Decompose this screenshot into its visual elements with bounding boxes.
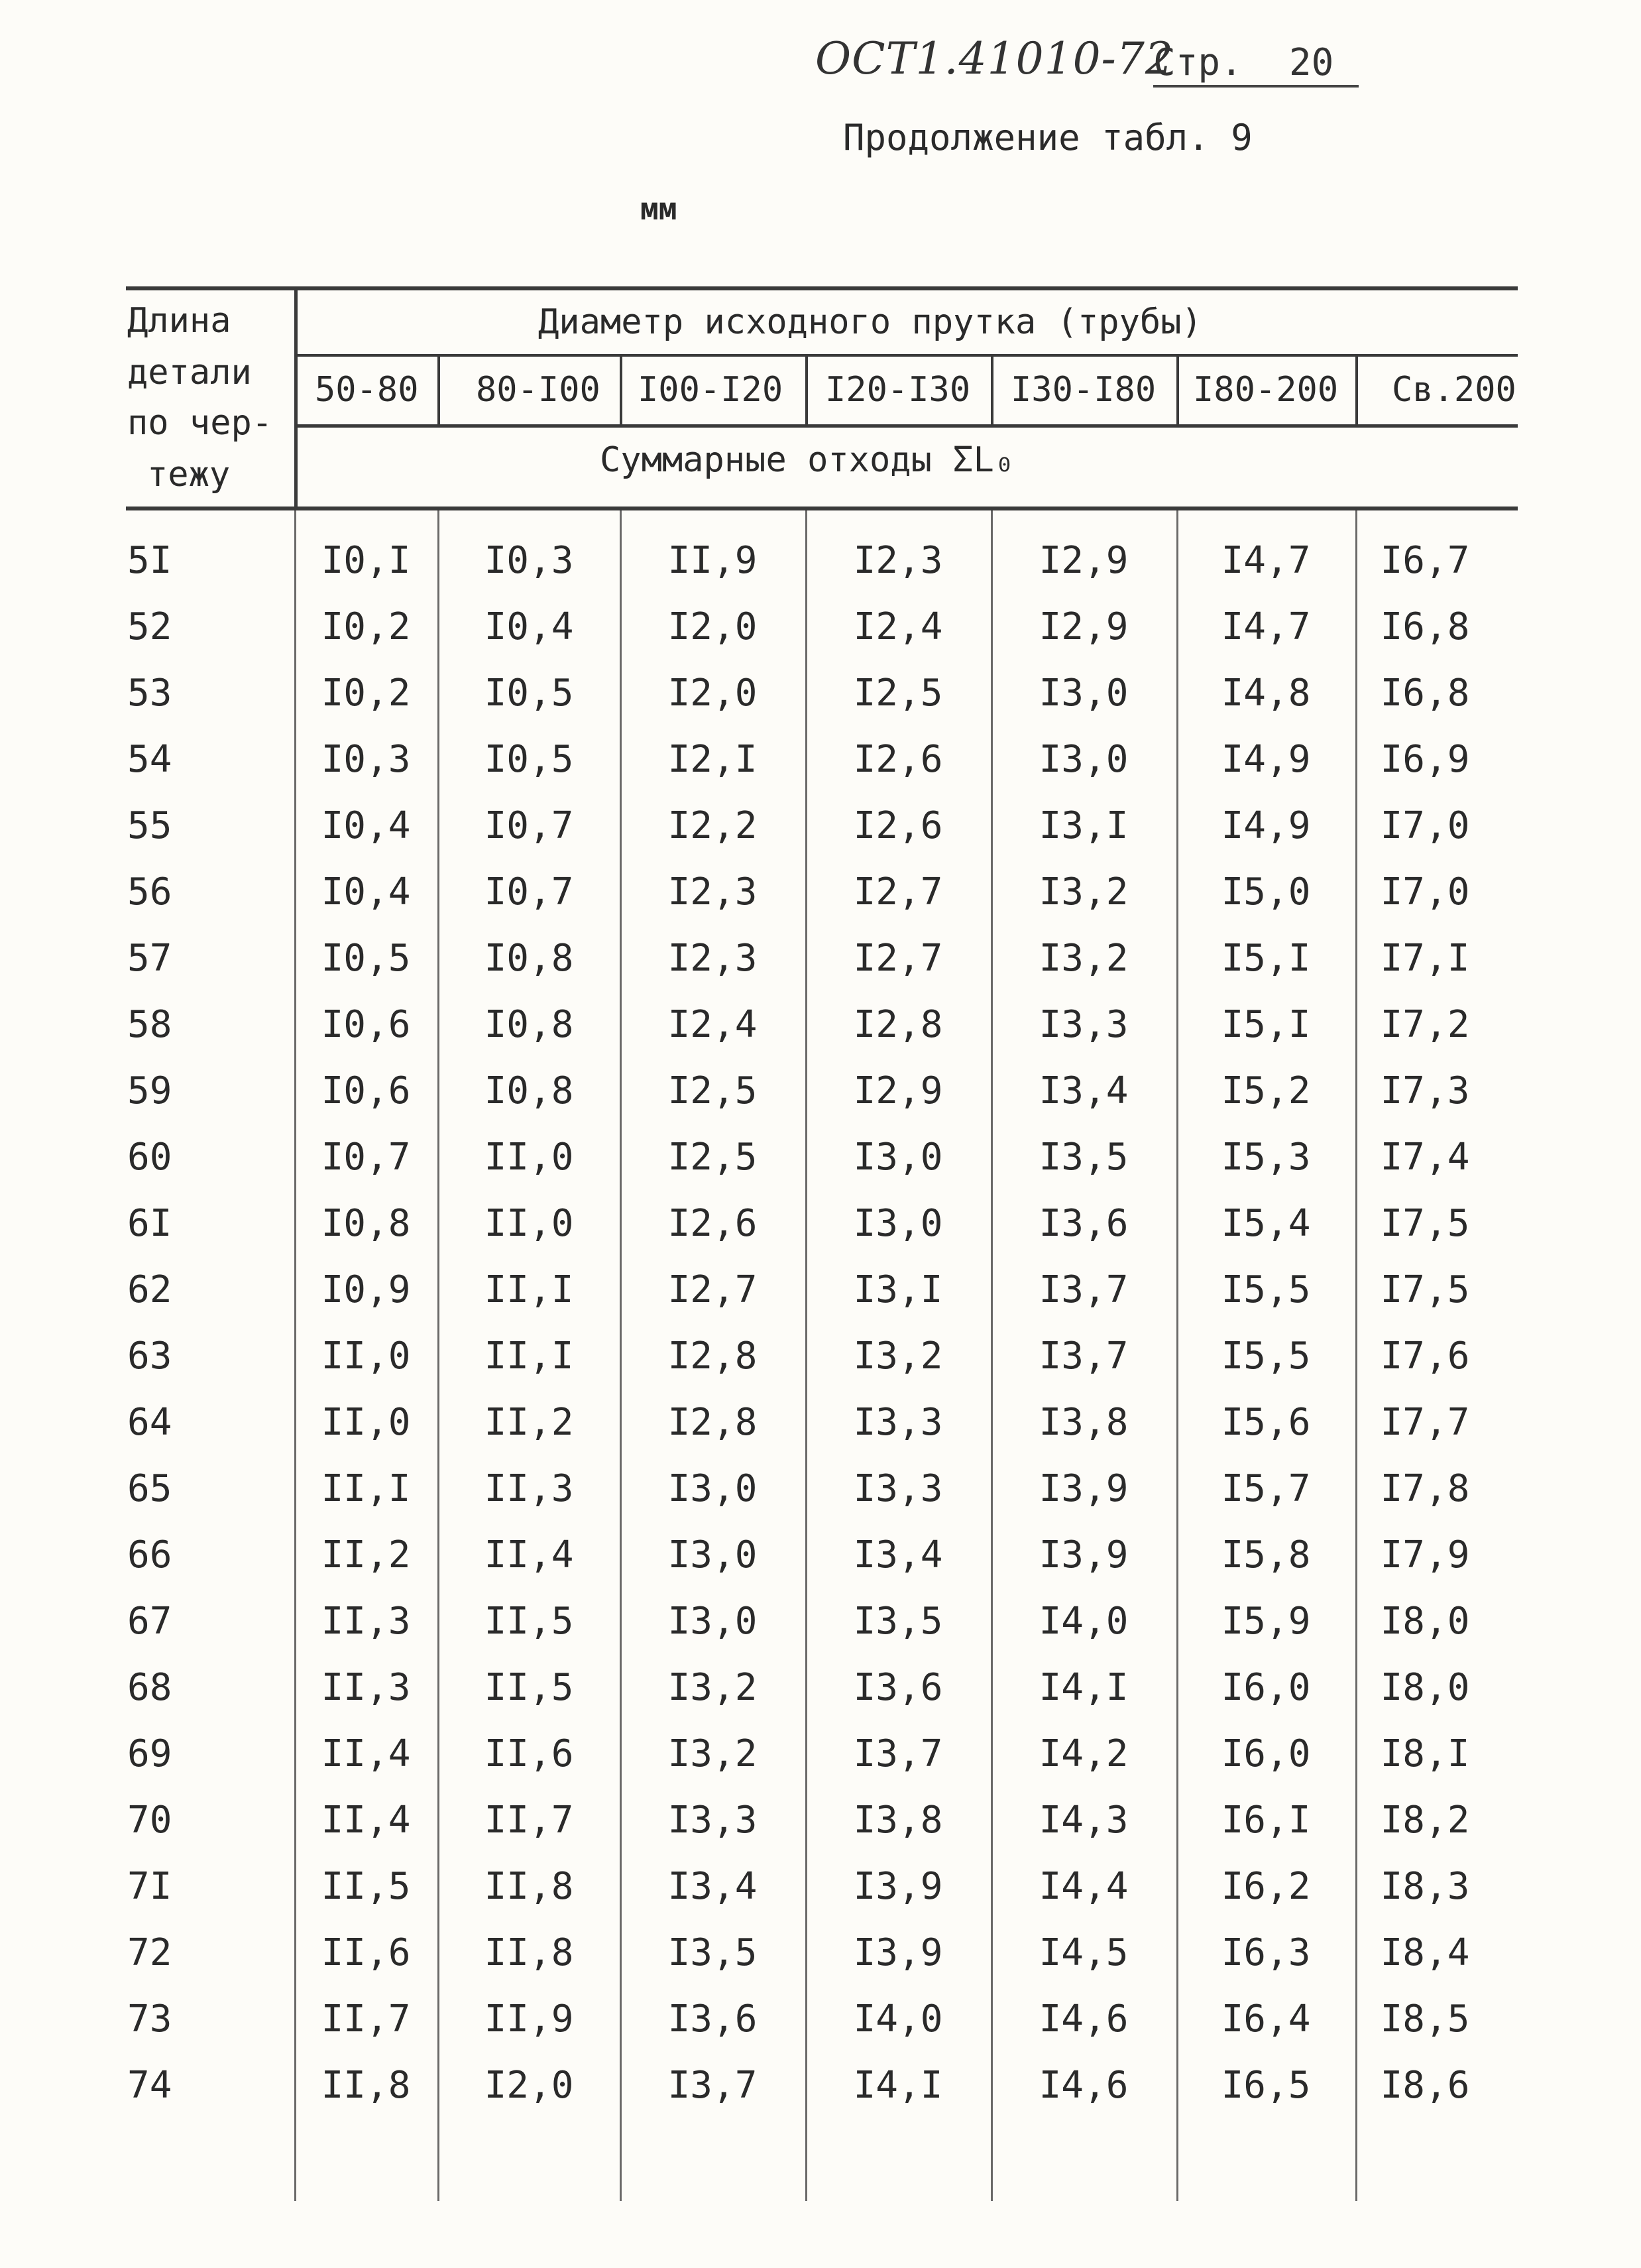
table-cell: I6,7	[1380, 539, 1470, 582]
table-cell: I6,8	[1380, 672, 1470, 715]
table-cell: I3,5	[667, 1931, 758, 1974]
table-cell: I7,I	[1380, 937, 1470, 980]
table-cell: I7,8	[1380, 1467, 1470, 1510]
table-cell: I8,0	[1380, 1600, 1470, 1643]
row-length: 68	[127, 1666, 172, 1709]
table-cell: I8,6	[1380, 2064, 1470, 2107]
length-header-line-3: по чер-	[127, 403, 273, 443]
table-cell: I2,8	[667, 1335, 758, 1378]
table-cell: I2,3	[853, 539, 943, 582]
table-cell: I3,0	[853, 1202, 943, 1245]
table-cell: I0,4	[321, 804, 411, 847]
table-cell: I4,4	[1039, 1865, 1129, 1908]
table-cell: I3,7	[667, 2064, 758, 2107]
page-label: Стр.	[1153, 41, 1243, 84]
col-divider-6	[1355, 357, 1358, 424]
table-cell: I2,2	[667, 804, 758, 847]
row-length: 55	[127, 804, 172, 847]
table-cell: I7,6	[1380, 1335, 1470, 1378]
row-length: 5I	[127, 539, 172, 582]
table-cell: I2,0	[484, 2064, 574, 2107]
table-cell: II,3	[484, 1467, 574, 1510]
table-cell: I4,7	[1221, 539, 1311, 582]
table-cell: II,4	[484, 1533, 574, 1577]
column-header-top-line	[298, 354, 1518, 357]
table-cell: I3,4	[853, 1533, 943, 1577]
table-continuation-title: Продолжение табл. 9	[843, 117, 1253, 158]
table-cell: I3,9	[853, 1865, 943, 1908]
table-cell: I2,6	[853, 804, 943, 847]
table-cell: I2,4	[853, 605, 943, 648]
row-length: 69	[127, 1732, 172, 1775]
table-cell: II,4	[321, 1799, 411, 1842]
table-cell: I5,5	[1221, 1268, 1311, 1311]
table-cell: I0,I	[321, 539, 411, 582]
table-cell: II,3	[321, 1600, 411, 1643]
table-cell: I0,8	[484, 937, 574, 980]
table-cell: I5,I	[1221, 937, 1311, 980]
table-cell: I5,2	[1221, 1069, 1311, 1112]
table-cell: I2,8	[853, 1003, 943, 1046]
table-cell: I5,I	[1221, 1003, 1311, 1046]
total-waste-header: Суммарные отходы ΣL₀	[600, 440, 1015, 480]
table-cell: I2,7	[853, 937, 943, 980]
table-cell: I6,8	[1380, 605, 1470, 648]
col-divider-5	[1176, 357, 1179, 424]
table-cell: I3,2	[853, 1335, 943, 1378]
table-cell: I7,4	[1380, 1136, 1470, 1179]
table-cell: II,0	[321, 1335, 411, 1378]
col-divider-1	[437, 357, 440, 424]
table-cell: I2,I	[667, 738, 758, 781]
table-cell: I0,7	[484, 804, 574, 847]
table-cell: I0,8	[484, 1069, 574, 1112]
row-length: 66	[127, 1533, 172, 1577]
table-cell: I2,9	[853, 1069, 943, 1112]
row-length: 59	[127, 1069, 172, 1112]
table-cell: II,7	[321, 1998, 411, 2041]
table-cell: I2,0	[667, 672, 758, 715]
table-cell: I6,3	[1221, 1931, 1311, 1974]
table-cell: I6,0	[1221, 1666, 1311, 1709]
table-cell: I0,8	[484, 1003, 574, 1046]
table-cell: I3,0	[1039, 738, 1129, 781]
table-cell: I4,0	[1039, 1600, 1129, 1643]
table-cell: I4,5	[1039, 1931, 1129, 1974]
row-length: 52	[127, 605, 172, 648]
table-cell: II,5	[321, 1865, 411, 1908]
col-header-50-80: 50-80	[315, 370, 419, 410]
table-cell: I4,I	[1039, 1666, 1129, 1709]
table-cell: II,0	[484, 1136, 574, 1179]
table-cell: I7,5	[1380, 1202, 1470, 1245]
table-cell: II,3	[321, 1666, 411, 1709]
table-cell: I8,2	[1380, 1799, 1470, 1842]
first-column-divider	[294, 290, 298, 509]
page-number: 20	[1288, 41, 1334, 84]
table-cell: I0,2	[321, 672, 411, 715]
table-cell: I4,2	[1039, 1732, 1129, 1775]
table-cell: I3,5	[853, 1600, 943, 1643]
row-length: 58	[127, 1003, 172, 1046]
header-bottom-line	[126, 507, 1518, 510]
table-cell: II,5	[484, 1600, 574, 1643]
row-length: 63	[127, 1335, 172, 1378]
table-cell: I5,8	[1221, 1533, 1311, 1577]
table-cell: I3,0	[1039, 672, 1129, 715]
table-cell: I3,3	[1039, 1003, 1129, 1046]
table-cell: I0,6	[321, 1069, 411, 1112]
row-length: 6I	[127, 1202, 172, 1245]
table-cell: I0,3	[321, 738, 411, 781]
row-length: 54	[127, 738, 172, 781]
table-cell: I4,6	[1039, 1998, 1129, 2041]
table-cell: I6,0	[1221, 1732, 1311, 1775]
table-cell: I3,9	[1039, 1467, 1129, 1510]
table-cell: I2,6	[667, 1202, 758, 1245]
table-cell: I3,4	[1039, 1069, 1129, 1112]
table-cell: I8,5	[1380, 1998, 1470, 2041]
table-cell: I3,0	[667, 1467, 758, 1510]
table-cell: I4,9	[1221, 738, 1311, 781]
table-cell: I5,0	[1221, 870, 1311, 914]
table-cell: I7,5	[1380, 1268, 1470, 1311]
table-cell: I6,5	[1221, 2064, 1311, 2107]
col-header-130-180: I30-I80	[1011, 370, 1157, 410]
table-cell: I4,8	[1221, 672, 1311, 715]
table-cell: II,8	[484, 1865, 574, 1908]
document-code: ОСТ1.41010-72	[815, 33, 1174, 84]
table-cell: I5,7	[1221, 1467, 1311, 1510]
row-length: 72	[127, 1931, 172, 1974]
table-cell: I2,7	[667, 1268, 758, 1311]
table-cell: I3,I	[1039, 804, 1129, 847]
table-cell: I0,9	[321, 1268, 411, 1311]
table-cell: I3,7	[1039, 1335, 1129, 1378]
table-cell: I0,2	[321, 605, 411, 648]
table-cell: II,I	[484, 1335, 574, 1378]
table-cell: I3,3	[667, 1799, 758, 1842]
table-cell: II,8	[484, 1931, 574, 1974]
table-cell: I2,4	[667, 1003, 758, 1046]
col-divider-4	[991, 357, 993, 424]
table-cell: I7,3	[1380, 1069, 1470, 1112]
table-cell: I3,6	[853, 1666, 943, 1709]
table-cell: II,0	[321, 1401, 411, 1444]
table-cell: I4,6	[1039, 2064, 1129, 2107]
table-cell: I4,0	[853, 1998, 943, 2041]
table-cell: I0,5	[484, 738, 574, 781]
table-cell: I7,0	[1380, 804, 1470, 847]
table-cell: I3,2	[1039, 937, 1129, 980]
table-cell: I0,3	[484, 539, 574, 582]
table-cell: I2,5	[667, 1136, 758, 1179]
row-length: 60	[127, 1136, 172, 1179]
table-cell: I6,I	[1221, 1799, 1311, 1842]
table-cell: II,9	[484, 1998, 574, 2041]
table-cell: I2,3	[667, 937, 758, 980]
body-divider-2	[620, 510, 622, 2201]
table-cell: II,9	[667, 539, 758, 582]
col-header-180-200: I80-200	[1193, 370, 1339, 410]
table-cell: I7,0	[1380, 870, 1470, 914]
table-cell: I3,0	[667, 1600, 758, 1643]
table-cell: I8,0	[1380, 1666, 1470, 1709]
table-cell: II,2	[321, 1533, 411, 1577]
length-header-line-1: Длина	[127, 301, 231, 341]
table-cell: I2,3	[667, 870, 758, 914]
table-cell: I6,2	[1221, 1865, 1311, 1908]
length-header-line-2: детали	[127, 353, 252, 392]
table-cell: I6,4	[1221, 1998, 1311, 2041]
table-cell: I5,6	[1221, 1401, 1311, 1444]
table-cell: I7,9	[1380, 1533, 1470, 1577]
table-cell: I3,5	[1039, 1136, 1129, 1179]
table-cell: II,I	[321, 1467, 411, 1510]
table-cell: II,0	[484, 1202, 574, 1245]
row-length: 64	[127, 1401, 172, 1444]
row-length: 57	[127, 937, 172, 980]
col-header-120-130: I20-I30	[825, 370, 971, 410]
table-cell: I0,4	[321, 870, 411, 914]
table-cell: I4,9	[1221, 804, 1311, 847]
table-cell: I3,6	[667, 1998, 758, 2041]
col-header-80-100: 80-I00	[476, 370, 600, 410]
table-cell: I3,4	[667, 1865, 758, 1908]
table-cell: I2,5	[667, 1069, 758, 1112]
body-divider-4	[991, 510, 993, 2201]
table-cell: I2,7	[853, 870, 943, 914]
table-cell: I5,4	[1221, 1202, 1311, 1245]
table-cell: I2,0	[667, 605, 758, 648]
table-cell: I3,6	[1039, 1202, 1129, 1245]
column-header-bottom-line	[298, 424, 1518, 428]
body-divider-5	[1176, 510, 1178, 2201]
col-divider-2	[620, 357, 622, 424]
row-length: 65	[127, 1467, 172, 1510]
row-length: 53	[127, 672, 172, 715]
table-cell: I2,9	[1039, 605, 1129, 648]
table-cell: I3,0	[667, 1533, 758, 1577]
row-length: 62	[127, 1268, 172, 1311]
col-header-100-120: I00-I20	[638, 370, 783, 410]
table-cell: I4,I	[853, 2064, 943, 2107]
table-cell: I6,9	[1380, 738, 1470, 781]
page-number-label	[1153, 41, 1333, 84]
length-header-line-4: тежу	[147, 455, 231, 495]
table-cell: I3,7	[853, 1732, 943, 1775]
table-cell: I3,8	[853, 1799, 943, 1842]
table-cell: I0,7	[321, 1136, 411, 1179]
table-cell: II,5	[484, 1666, 574, 1709]
row-length: 67	[127, 1600, 172, 1643]
table-cell: I4,7	[1221, 605, 1311, 648]
table-cell: I8,I	[1380, 1732, 1470, 1775]
table-cell: I3,9	[853, 1931, 943, 1974]
row-length: 56	[127, 870, 172, 914]
table-cell: I0,6	[321, 1003, 411, 1046]
table-cell: II,7	[484, 1799, 574, 1842]
table-cell: I0,5	[321, 937, 411, 980]
table-cell: I3,9	[1039, 1533, 1129, 1577]
row-length: 70	[127, 1799, 172, 1842]
table-cell: II,6	[321, 1931, 411, 1974]
table-cell: II,6	[484, 1732, 574, 1775]
table-cell: I5,5	[1221, 1335, 1311, 1378]
table-cell: I8,4	[1380, 1931, 1470, 1974]
table-cell: I0,8	[321, 1202, 411, 1245]
col-header-over-200: Св.200	[1392, 370, 1516, 410]
table-cell: I4,3	[1039, 1799, 1129, 1842]
table-cell: II,I	[484, 1268, 574, 1311]
row-length: 74	[127, 2064, 172, 2107]
table-cell: I8,3	[1380, 1865, 1470, 1908]
table-cell: I3,I	[853, 1268, 943, 1311]
table-cell: I2,9	[1039, 539, 1129, 582]
table-cell: II,8	[321, 2064, 411, 2107]
table-cell: I0,4	[484, 605, 574, 648]
col-divider-3	[805, 357, 808, 424]
table-cell: I3,2	[667, 1732, 758, 1775]
table-cell: I2,6	[853, 738, 943, 781]
table-cell: I2,5	[853, 672, 943, 715]
table-cell: I3,2	[667, 1666, 758, 1709]
table-cell: I3,3	[853, 1467, 943, 1510]
table-top-line	[126, 286, 1518, 290]
table-cell: I5,3	[1221, 1136, 1311, 1179]
table-cell: II,4	[321, 1732, 411, 1775]
row-length: 73	[127, 1998, 172, 2041]
table-cell: I7,7	[1380, 1401, 1470, 1444]
table-cell: I3,3	[853, 1401, 943, 1444]
diameter-group-header: Диаметр исходного прутка (трубы)	[538, 302, 1202, 342]
row-length: 7I	[127, 1865, 172, 1908]
table-cell: II,2	[484, 1401, 574, 1444]
table-cell: I3,0	[853, 1136, 943, 1179]
page-underline	[1153, 85, 1359, 88]
table-cell: I5,9	[1221, 1600, 1311, 1643]
table-cell: I7,2	[1380, 1003, 1470, 1046]
table-cell: I0,7	[484, 870, 574, 914]
units-label: мм	[640, 191, 677, 227]
table-cell: I0,5	[484, 672, 574, 715]
table-cell: I2,8	[667, 1401, 758, 1444]
body-divider-3	[805, 510, 807, 2201]
table-cell: I3,8	[1039, 1401, 1129, 1444]
table-cell: I3,2	[1039, 870, 1129, 914]
table-cell: I3,7	[1039, 1268, 1129, 1311]
